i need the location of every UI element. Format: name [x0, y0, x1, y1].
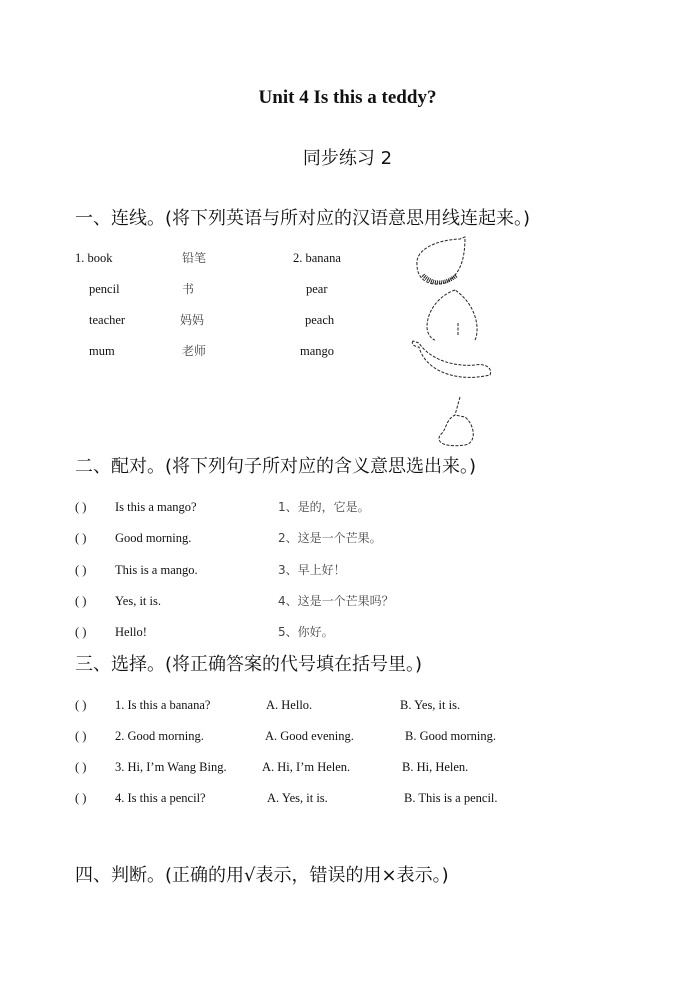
answer-blank[interactable]: ( ) — [75, 531, 87, 545]
section-4-heading: 四、判断。(正确的用√表示，错误的用×表示。) — [75, 865, 449, 886]
meaning-option: 3、早上好！ — [278, 563, 346, 577]
option-b: B. Good morning. — [405, 729, 496, 743]
meaning-option: 1、是的，它是。 — [278, 500, 370, 514]
fruit-word: pear — [306, 282, 328, 296]
section-3-heading: 三、选择。(将正确答案的代号填在括号里。) — [75, 654, 423, 675]
answer-blank[interactable]: ( ) — [75, 729, 87, 743]
option-a: A. Yes, it is. — [267, 791, 328, 805]
meaning-option: 4、这是一个芒果吗？ — [278, 594, 394, 608]
english-word: pencil — [89, 282, 120, 296]
peach-image — [427, 290, 477, 340]
answer-blank[interactable]: ( ) — [75, 500, 87, 514]
question-text: 1. Is this a banana? — [115, 698, 211, 712]
question-text: Is this a mango? — [115, 500, 197, 514]
chinese-word: 铅笔 — [182, 251, 207, 265]
answer-blank[interactable]: ( ) — [75, 563, 87, 577]
page-title: Unit 4 Is this a teddy? — [258, 87, 437, 108]
chinese-word: 妈妈 — [180, 313, 205, 327]
question-text: Yes, it is. — [115, 594, 161, 608]
chinese-word: 书 — [182, 282, 195, 296]
meaning-option: 5、你好。 — [278, 625, 334, 639]
fruit-word: mango — [300, 344, 335, 358]
question-text: 4. Is this a pencil? — [115, 791, 206, 805]
answer-blank[interactable]: ( ) — [75, 791, 87, 805]
english-word: 1. book — [75, 251, 113, 265]
answer-blank[interactable]: ( ) — [75, 625, 87, 639]
chinese-word: 老师 — [182, 344, 207, 358]
answer-blank[interactable]: ( ) — [75, 698, 87, 712]
pear-image — [439, 397, 473, 446]
option-a: A. Good evening. — [265, 729, 354, 743]
answer-blank[interactable]: ( ) — [75, 760, 87, 774]
section-2-heading: 二、配对。(将下列句子所对应的含义意思选出来。) — [75, 456, 477, 477]
option-b: B. This is a pencil. — [404, 791, 498, 805]
option-a: A. Hello. — [266, 698, 313, 712]
english-word: teacher — [89, 313, 126, 327]
english-word: mum — [89, 344, 115, 358]
option-b: B. Hi, Helen. — [402, 760, 469, 774]
section-1-heading: 一、连线。(将下列英语与所对应的汉语意思用线连起来。) — [75, 208, 531, 229]
banana-image — [412, 341, 490, 377]
question-text: Good morning. — [115, 531, 192, 545]
question-text: 3. Hi, I’m Wang Bing. — [115, 760, 227, 774]
answer-blank[interactable]: ( ) — [75, 594, 87, 608]
fruit-word: peach — [305, 313, 335, 327]
meaning-option: 2、这是一个芒果。 — [278, 531, 382, 545]
question-text: Hello! — [115, 625, 147, 639]
option-b: B. Yes, it is. — [400, 698, 461, 712]
page-subtitle: 同步练习 2 — [302, 148, 393, 169]
question-text: 2. Good morning. — [115, 729, 204, 743]
option-a: A. Hi, I’m Helen. — [262, 760, 351, 774]
fruit-word: 2. banana — [293, 251, 341, 265]
question-text: This is a mango. — [115, 563, 198, 577]
